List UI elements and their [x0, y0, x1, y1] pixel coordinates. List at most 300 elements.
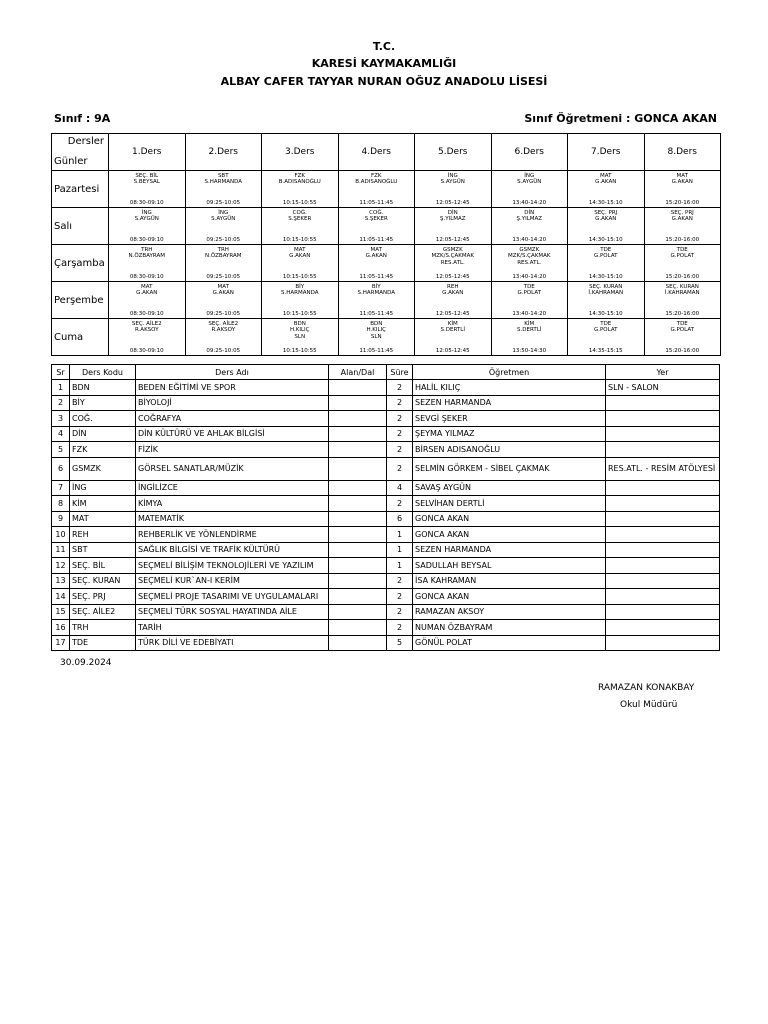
lesson-time: 11:05-11:45 [359, 273, 394, 280]
lesson-line: G.AKAN [671, 179, 693, 186]
lesson-line: S.HARMANDA [357, 290, 395, 297]
lesson-line: G.POLAT [670, 253, 695, 260]
lesson-line: TRH [141, 247, 153, 253]
lesson-line: G.POLAT [517, 290, 542, 297]
lesson-cell [491, 171, 568, 208]
lesson-time: 08:30-09:10 [129, 310, 164, 317]
lesson-line: İNG [447, 173, 458, 179]
course-place: RES.ATL. - RESİM ATÖLYESİ [606, 457, 720, 480]
course-code: FZK [70, 442, 136, 458]
period-header: 6.Ders [491, 134, 568, 171]
lesson-time: 13:40-14:20 [512, 273, 547, 280]
lesson-cell [568, 282, 645, 319]
lesson-cell [644, 319, 721, 356]
lesson-time: 08:30-09:10 [129, 347, 164, 354]
row-number: 8 [52, 496, 70, 512]
course-duration: 2 [387, 411, 413, 427]
signer-name: RAMAZAN KONAKBAY [598, 683, 695, 693]
lesson-line: SEÇ. AİLE2 [208, 321, 239, 327]
lesson-line: S.AYGÜN [517, 179, 542, 186]
day-row [52, 171, 721, 208]
table-row [52, 496, 720, 512]
lesson-line: MZK/S.ÇAKMAK [431, 253, 475, 260]
lesson-cell [415, 282, 492, 319]
lesson-line: MAT [294, 247, 306, 253]
lesson-time: 12:05-12:45 [435, 236, 470, 243]
lesson-cell [109, 282, 186, 319]
day-row [52, 245, 721, 282]
row-number: 7 [52, 480, 70, 496]
course-table [51, 364, 720, 651]
lesson-cell [568, 245, 645, 282]
lesson-time: 14:30-15:10 [588, 310, 623, 317]
course-teacher: GONCA AKAN [413, 511, 606, 527]
lesson-line: G.POLAT [593, 253, 618, 260]
course-name: İNGİLİZCE [136, 480, 329, 496]
course-duration: 2 [387, 496, 413, 512]
course-duration: 6 [387, 511, 413, 527]
table-row [52, 589, 720, 605]
lesson-line: MAT [600, 173, 612, 179]
lesson-cell [338, 171, 415, 208]
course-code: İNG [70, 480, 136, 496]
course-code: GSMZK [70, 457, 136, 480]
teacher-label: Sınıf Öğretmeni : GONCA AKAN [524, 112, 717, 125]
row-number: 3 [52, 411, 70, 427]
lesson-cell [644, 208, 721, 245]
lesson-cell [568, 208, 645, 245]
lesson-cell [185, 245, 262, 282]
lesson-line: S.HARMANDA [204, 179, 242, 186]
lesson-line: DİN [447, 210, 458, 216]
course-teacher: HALİL KILIÇ [413, 380, 606, 396]
lesson-time: 10:15-10:55 [282, 273, 317, 280]
course-code: KİM [70, 496, 136, 512]
row-number: 11 [52, 542, 70, 558]
lesson-line: DİN [524, 210, 535, 216]
course-code: SEÇ. PRJ [70, 589, 136, 605]
course-name: DİN KÜLTÜRÜ VE AHLAK BİLGİSİ [136, 426, 329, 442]
lesson-cell [262, 245, 339, 282]
lesson-line: G.AKAN [136, 290, 158, 297]
class-label: Sınıf : 9A [54, 112, 111, 125]
lesson-time: 11:05-11:45 [359, 199, 394, 206]
day-row [52, 208, 721, 245]
course-area [329, 589, 387, 605]
lesson-line: G.AKAN [289, 253, 311, 260]
course-place [606, 558, 720, 574]
lesson-line: FZK [294, 173, 306, 179]
course-name: GÖRSEL SANATLAR/MÜZİK [136, 457, 329, 480]
timetable-header-row [52, 134, 721, 171]
lesson-line: RES.ATL. [440, 259, 465, 266]
course-duration: 2 [387, 395, 413, 411]
course-code: BDN [70, 380, 136, 396]
lesson-line: SBT [217, 173, 229, 179]
lesson-time: 08:30-09:10 [129, 199, 164, 206]
lesson-time: 15:20-16:00 [665, 310, 700, 317]
lesson-line: COĞ. [369, 210, 384, 216]
course-teacher: SAVAŞ AYGÜN [413, 480, 606, 496]
lesson-cell [338, 245, 415, 282]
day-name: Perşembe [52, 282, 109, 319]
course-duration: 1 [387, 542, 413, 558]
lesson-line: SEÇ. KURAN [665, 284, 699, 290]
period-header: 2.Ders [185, 134, 262, 171]
lesson-time: 10:15-10:55 [282, 236, 317, 243]
lesson-time: 14:30-15:10 [588, 199, 623, 206]
course-name: COĞRAFYA [136, 411, 329, 427]
course-area [329, 426, 387, 442]
lesson-cell [185, 319, 262, 356]
course-area [329, 496, 387, 512]
period-header: 7.Ders [568, 134, 645, 171]
lesson-line: MAT [141, 284, 153, 290]
course-area [329, 411, 387, 427]
header-district: KARESİ KAYMAKAMLIĞI [311, 57, 457, 70]
lesson-line: BDN [370, 321, 383, 327]
header-tc: T.C. [372, 40, 396, 53]
course-teacher: NUMAN ÖZBAYRAM [413, 620, 606, 636]
lesson-line: MAT [217, 284, 229, 290]
table-row [52, 480, 720, 496]
course-code: BİY [70, 395, 136, 411]
lesson-line: SEÇ. BİL [135, 173, 159, 179]
course-teacher: SADULLAH BEYSAL [413, 558, 606, 574]
period-header: 5.Ders [415, 134, 492, 171]
course-duration: 4 [387, 480, 413, 496]
table-row [52, 527, 720, 543]
lesson-time: 08:30-09:10 [129, 273, 164, 280]
lesson-time: 13:40-14:20 [512, 236, 547, 243]
lesson-line: BİY [295, 284, 305, 290]
lesson-line: H.KILIÇ [366, 327, 387, 334]
course-place [606, 442, 720, 458]
lesson-line: S.DERTLİ [517, 327, 542, 334]
lesson-line: G.AKAN [671, 216, 693, 223]
lesson-time: 09:25-10:05 [206, 347, 241, 354]
course-duration: 2 [387, 457, 413, 480]
lesson-line: G.AKAN [212, 290, 234, 297]
course-place [606, 411, 720, 427]
table-row [52, 542, 720, 558]
course-teacher: SEZEN HARMANDA [413, 542, 606, 558]
lesson-line: H.KILIÇ [289, 327, 310, 334]
course-place [606, 511, 720, 527]
col-duration: Süre [387, 365, 413, 380]
lesson-time: 12:05-12:45 [435, 310, 470, 317]
table-row [52, 411, 720, 427]
row-number: 5 [52, 442, 70, 458]
course-duration: 2 [387, 442, 413, 458]
course-code: COĞ. [70, 411, 136, 427]
row-number: 6 [52, 457, 70, 480]
col-place: Yer [606, 365, 720, 380]
row-number: 14 [52, 589, 70, 605]
col-area: Alan/Dal [329, 365, 387, 380]
lesson-line: BİY [371, 284, 381, 290]
course-code: MAT [70, 511, 136, 527]
course-name: MATEMATİK [136, 511, 329, 527]
lesson-cell [491, 282, 568, 319]
course-area [329, 527, 387, 543]
course-name: BEDEN EĞİTİMİ VE SPOR [136, 380, 329, 396]
lesson-line: REH [447, 284, 459, 290]
lesson-line: TRH [217, 247, 229, 253]
course-area [329, 457, 387, 480]
lesson-time: 08:30-09:10 [129, 236, 164, 243]
timetable [51, 133, 721, 356]
header-school: ALBAY CAFER TAYYAR NURAN OĞUZ ANADOLU LİSESİ [220, 75, 548, 88]
course-place [606, 620, 720, 636]
lesson-cell [109, 319, 186, 356]
table-row [52, 395, 720, 411]
course-code: TDE [70, 635, 136, 651]
row-number: 4 [52, 426, 70, 442]
lesson-line: SEÇ. PRJ [670, 210, 694, 216]
course-area [329, 635, 387, 651]
period-header: 3.Ders [262, 134, 339, 171]
lesson-time: 15:20-16:00 [665, 199, 700, 206]
lesson-line: G.AKAN [595, 216, 617, 223]
table-row [52, 380, 720, 396]
lesson-line: KİM [447, 321, 458, 327]
lesson-line: TDE [600, 321, 612, 327]
table-row [52, 604, 720, 620]
course-teacher: SELVİHAN DERTLİ [413, 496, 606, 512]
lesson-time: 09:25-10:05 [206, 236, 241, 243]
course-duration: 2 [387, 380, 413, 396]
row-number: 9 [52, 511, 70, 527]
lesson-time: 09:25-10:05 [206, 310, 241, 317]
course-teacher: SEVGİ ŞEKER [413, 411, 606, 427]
lesson-cell [415, 319, 492, 356]
lesson-line: İNG [141, 210, 152, 216]
course-area [329, 573, 387, 589]
course-duration: 5 [387, 635, 413, 651]
signer-title: Okul Müdürü [620, 700, 678, 710]
course-duration: 1 [387, 558, 413, 574]
lesson-cell [262, 208, 339, 245]
lesson-cell [491, 319, 568, 356]
row-number: 2 [52, 395, 70, 411]
course-duration: 2 [387, 589, 413, 605]
lesson-line: TDE [523, 284, 535, 290]
lesson-line: S.DERTLİ [440, 327, 465, 334]
lesson-line: S.ŞEKER [288, 216, 312, 223]
course-area [329, 558, 387, 574]
lesson-line: SEÇ. PRJ [594, 210, 618, 216]
course-place [606, 496, 720, 512]
lesson-line: R.AKSOY [134, 327, 159, 334]
col-teacher: Öğretmen [413, 365, 606, 380]
table-row [52, 620, 720, 636]
lesson-line: TDE [676, 247, 688, 253]
lesson-cell [644, 245, 721, 282]
course-place [606, 635, 720, 651]
lesson-cell [338, 282, 415, 319]
lesson-time: 15:20-16:00 [665, 236, 700, 243]
course-area [329, 395, 387, 411]
course-teacher: SEZEN HARMANDA [413, 395, 606, 411]
table-row [52, 442, 720, 458]
day-name: Cuma [52, 319, 109, 356]
corner-gunler: Günler [54, 156, 88, 167]
lesson-time: 14:30-15:10 [588, 236, 623, 243]
lesson-line: N.ÖZBAYRAM [204, 253, 242, 260]
period-header: 1.Ders [109, 134, 186, 171]
corner-dersler: Dersler [67, 136, 104, 147]
course-duration: 2 [387, 573, 413, 589]
row-number: 15 [52, 604, 70, 620]
lesson-time: 11:05-11:45 [359, 236, 394, 243]
col-sr: Sr [52, 365, 70, 380]
day-name: Salı [52, 208, 109, 245]
lesson-cell [415, 245, 492, 282]
lesson-line: İNG [524, 173, 535, 179]
course-name: SEÇMELİ KUR`AN-I KERİM [136, 573, 329, 589]
lesson-line: G.AKAN [595, 179, 617, 186]
lesson-time: 14:30-15:10 [588, 273, 623, 280]
lesson-time: 12:05-12:45 [435, 273, 470, 280]
course-name: BİYOLOJİ [136, 395, 329, 411]
lesson-line: MZK/S.ÇAKMAK [507, 253, 551, 260]
course-place [606, 426, 720, 442]
course-name: KİMYA [136, 496, 329, 512]
lesson-line: BDN [293, 321, 306, 327]
lesson-line: S.BEYSAL [133, 179, 160, 186]
lesson-cell [491, 208, 568, 245]
lesson-cell [109, 208, 186, 245]
lesson-line: MAT [370, 247, 382, 253]
course-name: TÜRK DİLİ VE EDEBİYATI [136, 635, 329, 651]
course-code: SBT [70, 542, 136, 558]
lesson-cell [262, 282, 339, 319]
course-name: SAĞLIK BİLGİSİ VE TRAFİK KÜLTÜRÜ [136, 542, 329, 558]
course-code: DİN [70, 426, 136, 442]
course-area [329, 480, 387, 496]
lesson-time: 15:20-16:00 [665, 347, 700, 354]
course-name: SEÇMELİ BİLİŞİM TEKNOLOJİLERİ VE YAZILIM [136, 558, 329, 574]
course-teacher: SELMİN GÖRKEM - SİBEL ÇAKMAK [413, 457, 606, 480]
course-teacher: İSA KAHRAMAN [413, 573, 606, 589]
table-row [52, 426, 720, 442]
lesson-cell [185, 282, 262, 319]
day-row [52, 319, 721, 356]
lesson-cell [109, 245, 186, 282]
course-duration: 2 [387, 426, 413, 442]
table-row [52, 573, 720, 589]
course-place: SLN - SALON [606, 380, 720, 396]
lesson-line: Ş.YILMAZ [439, 216, 466, 223]
lesson-cell [262, 171, 339, 208]
lesson-line: GSMZK [519, 247, 540, 253]
lesson-line: G.AKAN [365, 253, 387, 260]
lesson-cell [185, 208, 262, 245]
col-code: Ders Kodu [70, 365, 136, 380]
course-code: SEÇ. AİLE2 [70, 604, 136, 620]
lesson-time: 13:40-14:20 [512, 310, 547, 317]
row-number: 16 [52, 620, 70, 636]
lesson-line: SEÇ. AİLE2 [131, 321, 162, 327]
lesson-cell [644, 282, 721, 319]
lesson-line: RES.ATL. [517, 259, 542, 266]
course-code: REH [70, 527, 136, 543]
lesson-line: N.ÖZBAYRAM [128, 253, 166, 260]
lesson-line: Ş.YILMAZ [516, 216, 543, 223]
col-name: Ders Adı [136, 365, 329, 380]
course-code: SEÇ. BİL [70, 558, 136, 574]
course-teacher: BİRSEN ADISANOĞLU [413, 442, 606, 458]
course-code: SEÇ. KURAN [70, 573, 136, 589]
course-place [606, 542, 720, 558]
course-area [329, 511, 387, 527]
course-duration: 2 [387, 604, 413, 620]
table-row [52, 635, 720, 651]
lesson-line: COĞ. [292, 210, 307, 216]
lesson-cell [109, 171, 186, 208]
lesson-line: İ.KAHRAMAN [664, 290, 700, 297]
lesson-line: KİM [524, 321, 535, 327]
lesson-cell [491, 245, 568, 282]
lesson-time: 11:05-11:45 [359, 347, 394, 354]
lesson-cell [644, 171, 721, 208]
course-teacher: GÖNÜL POLAT [413, 635, 606, 651]
lesson-line: TDE [676, 321, 688, 327]
lesson-line: G.POLAT [670, 327, 695, 334]
course-area [329, 620, 387, 636]
course-name: FİZİK [136, 442, 329, 458]
course-code: TRH [70, 620, 136, 636]
day-name: Pazartesi [52, 171, 109, 208]
timetable-corner [52, 134, 109, 171]
lesson-cell [338, 208, 415, 245]
lesson-line: G.AKAN [442, 290, 464, 297]
lesson-line: R.AKSOY [211, 327, 236, 334]
day-row [52, 282, 721, 319]
course-place [606, 480, 720, 496]
row-number: 1 [52, 380, 70, 396]
course-name: SEÇMELİ TÜRK SOSYAL HAYATINDA AİLE [136, 604, 329, 620]
lesson-line: TDE [600, 247, 612, 253]
lesson-line: B.ADISANOĞLU [355, 179, 398, 186]
lesson-line: SLN [294, 333, 306, 340]
lesson-time: 12:05-12:45 [435, 347, 470, 354]
row-number: 17 [52, 635, 70, 651]
lesson-cell [338, 319, 415, 356]
course-place [606, 589, 720, 605]
lesson-line: SEÇ. KURAN [589, 284, 623, 290]
course-duration: 1 [387, 527, 413, 543]
course-area [329, 604, 387, 620]
print-date: 30.09.2024 [60, 658, 112, 668]
course-teacher: GONCA AKAN [413, 589, 606, 605]
period-header: 4.Ders [338, 134, 415, 171]
lesson-time: 15:20-16:00 [665, 273, 700, 280]
course-place [606, 573, 720, 589]
table-row [52, 457, 720, 480]
lesson-line: S.AYGÜN [440, 179, 465, 186]
course-place [606, 604, 720, 620]
course-area [329, 380, 387, 396]
day-name: Çarşamba [52, 245, 109, 282]
lesson-line: S.ŞEKER [364, 216, 388, 223]
row-number: 12 [52, 558, 70, 574]
lesson-line: MAT [676, 173, 688, 179]
lesson-time: 10:15-10:55 [282, 347, 317, 354]
lesson-cell [262, 319, 339, 356]
row-number: 10 [52, 527, 70, 543]
